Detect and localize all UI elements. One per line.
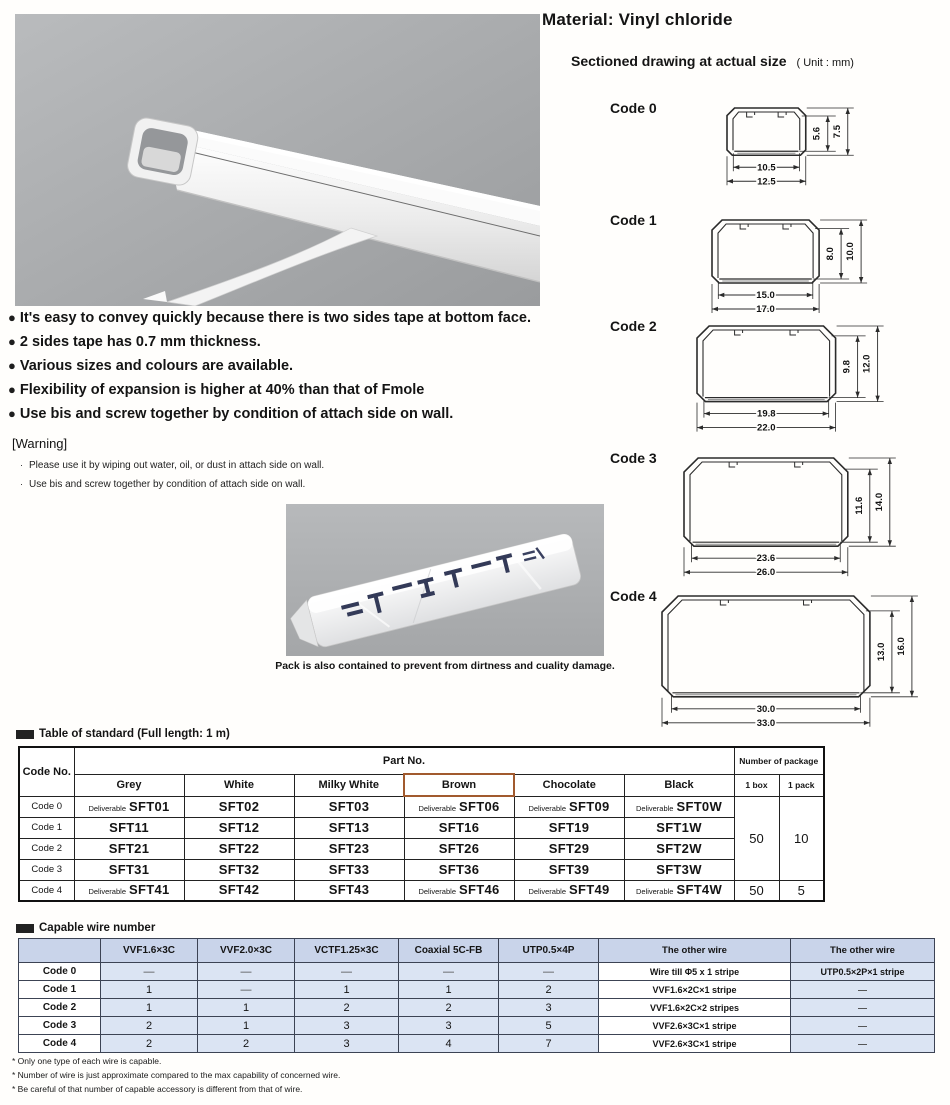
part-cell: [294, 817, 404, 838]
wire-type-header: VVF1.6×3C: [101, 939, 198, 963]
other-wire-cell: Wire till Φ5 x 1 stripe: [599, 963, 791, 981]
part-number: SFT26: [438, 840, 480, 856]
part-cell: [74, 880, 184, 901]
part-cell: [294, 838, 404, 859]
warning-title: [Warning]: [12, 436, 68, 451]
bullet-icon: ●: [8, 310, 16, 325]
wire-type-header: UTP0.5×4P: [499, 939, 599, 963]
color-header-grey: Grey: [74, 774, 184, 796]
table-row: [19, 963, 935, 981]
wire-count-cell: —: [198, 981, 295, 999]
other-wire-cell: VVF1.6×2C×1 stripe: [599, 981, 791, 999]
deliverable-label: Deliverable: [418, 803, 456, 813]
part-cell: [514, 796, 624, 817]
part-cell: [184, 817, 294, 838]
wire-count-cell: 1: [101, 999, 198, 1017]
part-number: SFT41: [129, 882, 170, 898]
wire-count-cell: 1: [295, 981, 399, 999]
other-wire-cell: VVF2.6×3C×1 stripe: [599, 1035, 791, 1053]
color-header-brown: Brown: [404, 774, 514, 796]
package-col-header: 1 pack: [779, 774, 824, 796]
code-label: Code 0: [610, 100, 657, 116]
feature-list: [8, 306, 531, 426]
part-number: SFT21: [108, 840, 150, 856]
part-number: SFT12: [218, 819, 260, 835]
part-cell: [74, 838, 184, 859]
color-header-chocolate: Chocolate: [514, 774, 624, 796]
wire-count-cell: 5: [499, 1017, 599, 1035]
part-cell: [624, 817, 734, 838]
other-wire-cell: UTP0.5×2P×1 stripe: [791, 963, 935, 981]
svg-text:15.0: 15.0: [756, 290, 775, 301]
deliverable-label: Deliverable: [635, 887, 674, 897]
code-label: Code 3: [610, 450, 657, 466]
wire-count-cell: 7: [499, 1035, 599, 1053]
bullet-icon: ●: [8, 382, 16, 397]
svg-text:13.0: 13.0: [875, 642, 887, 662]
wire-type-header: The other wire: [791, 939, 935, 963]
part-cell: [404, 838, 514, 859]
feature-item: [8, 378, 531, 402]
part-cell: [514, 838, 624, 859]
wire-count-cell: 3: [499, 999, 599, 1017]
wire-type-header: Coaxial 5C-FB: [399, 939, 499, 963]
part-cell: [74, 796, 184, 817]
package-count-cell: 5: [779, 880, 824, 901]
part-number: SFT39: [548, 861, 590, 877]
part-number: SFT42: [218, 882, 260, 898]
wire-count-cell: —: [198, 963, 295, 981]
svg-text:8.0: 8.0: [825, 247, 837, 261]
svg-text:33.0: 33.0: [756, 717, 776, 729]
part-cell: [624, 880, 734, 901]
bullet-icon: ●: [8, 358, 16, 373]
footnote: * Be careful of that number of capable accessory is different from that of wire.: [12, 1084, 303, 1094]
table-row: [19, 838, 824, 859]
deliverable-label: Deliverable: [418, 887, 456, 897]
svg-text:10.0: 10.0: [845, 242, 857, 261]
footnotes: [12, 1054, 340, 1096]
wire-count-cell: 2: [499, 981, 599, 999]
material-title: Material: Vinyl chloride: [542, 10, 733, 29]
code-cell: Code 4: [19, 880, 74, 901]
part-number: SFT03: [328, 798, 370, 814]
part-number: SFT22: [218, 840, 260, 856]
unit-label: ( Unit : mm): [796, 57, 854, 69]
feature-item: [8, 402, 531, 426]
table-row: [19, 1017, 935, 1035]
warning-text: Use bis and screw together by condition of attach side on wall.: [29, 479, 306, 490]
wire-count-cell: 3: [295, 1035, 399, 1053]
title-block-icon: [16, 730, 34, 739]
part-cell: [184, 880, 294, 901]
color-header-white: White: [184, 774, 294, 796]
svg-text:12.5: 12.5: [757, 176, 776, 188]
wire-type-header: VVF2.0×3C: [198, 939, 295, 963]
table-row: [19, 796, 824, 817]
package-count-cell: 10: [779, 796, 824, 880]
code-cell: Code 3: [19, 859, 74, 880]
wire-count-cell: 3: [399, 1017, 499, 1035]
other-wire-cell: —: [791, 1035, 935, 1053]
code-cell: Code 1: [19, 981, 101, 999]
code-label: Code 2: [610, 318, 657, 334]
part-number: SFT49: [569, 882, 610, 898]
deliverable-label: Deliverable: [88, 887, 126, 897]
warning-text: Please use it by wiping out water, oil, or dust in attach side on wall.: [29, 460, 325, 471]
part-number: SFT1W: [656, 819, 702, 835]
code-no-header: Code No.: [19, 747, 74, 796]
wire-count-cell: 2: [399, 999, 499, 1017]
wire-count-cell: —: [499, 963, 599, 981]
feature-item: [8, 330, 531, 354]
feature-item: [8, 306, 531, 330]
wire-count-cell: 2: [101, 1035, 198, 1053]
table-row: [19, 1035, 935, 1053]
bullet-icon: ●: [8, 334, 16, 349]
part-cell: [404, 859, 514, 880]
part-number: SFT2W: [656, 840, 702, 856]
wire-table-title: [16, 922, 155, 934]
part-number: SFT3W: [656, 861, 702, 877]
title-block-icon: [16, 924, 34, 933]
table-row: [19, 880, 824, 901]
package-count-cell: 50: [734, 796, 779, 880]
section-heading: [571, 53, 854, 69]
pack-caption: Pack is also contained to prevent from dirtness and cuality damage.: [275, 660, 615, 672]
part-number: SFT01: [129, 798, 170, 814]
part-cell: [74, 817, 184, 838]
wire-type-header: VCTF1.25×3C: [295, 939, 399, 963]
svg-text:9.8: 9.8: [841, 360, 853, 374]
table-row: [19, 981, 935, 999]
standard-table-title-text: Table of standard (Full length: 1 m): [39, 728, 230, 740]
part-cell: [404, 817, 514, 838]
duct-end-cap: [126, 116, 200, 187]
footnote: * Only one type of each wire is capable.: [12, 1056, 162, 1066]
svg-text:30.0: 30.0: [756, 703, 776, 715]
bullet-icon: ●: [8, 406, 16, 421]
wire-count-cell: —: [295, 963, 399, 981]
other-wire-cell: —: [791, 1017, 935, 1035]
section-drawing-code-0: [724, 104, 862, 192]
feature-text: Various sizes and colours are available.: [19, 358, 294, 374]
feature-text: 2 sides tape has 0.7 mm thickness.: [19, 334, 261, 350]
wire-table: [18, 938, 935, 1053]
section-title: Sectioned drawing at actual size: [571, 53, 787, 69]
part-number: SFT0W: [676, 798, 723, 814]
section-drawing-code-3: [681, 454, 904, 583]
part-cell: [184, 796, 294, 817]
table-row: [19, 817, 824, 838]
part-number: SFT43: [328, 882, 370, 898]
wire-count-cell: 1: [399, 981, 499, 999]
part-number: SFT36: [438, 861, 480, 877]
feature-text: Use bis and screw together by condition of attach side on wall.: [19, 406, 454, 422]
part-number: SFT29: [548, 840, 590, 856]
svg-text:7.5: 7.5: [831, 125, 843, 139]
wire-count-cell: —: [399, 963, 499, 981]
section-drawing-code-1: [709, 216, 876, 319]
part-number: SFT4W: [676, 882, 723, 898]
wire-count-cell: —: [101, 963, 198, 981]
svg-text:10.5: 10.5: [757, 162, 776, 174]
deliverable-label: Deliverable: [528, 803, 566, 813]
section-drawing-code-2: [694, 322, 892, 438]
wire-count-cell: 2: [295, 999, 399, 1017]
svg-text:19.8: 19.8: [757, 408, 776, 420]
part-no-header: Part No.: [74, 747, 734, 774]
svg-text:26.0: 26.0: [756, 567, 776, 579]
part-cell: [514, 859, 624, 880]
wire-count-cell: 2: [198, 1035, 295, 1053]
part-number: SFT02: [218, 798, 260, 814]
other-wire-cell: —: [791, 999, 935, 1017]
svg-text:23.6: 23.6: [756, 553, 776, 565]
svg-text:12.0: 12.0: [861, 354, 873, 374]
table-row: [19, 859, 824, 880]
package-count-cell: 50: [734, 880, 779, 901]
part-number: SFT06: [459, 798, 500, 814]
section-drawing-code-4: [659, 592, 926, 733]
standard-table-title: [16, 728, 230, 740]
blank-header: [19, 939, 101, 963]
part-number: SFT09: [569, 798, 610, 814]
warning-item: [20, 475, 324, 494]
wire-count-cell: 1: [101, 981, 198, 999]
part-cell: [294, 796, 404, 817]
part-cell: [624, 859, 734, 880]
standard-table: [18, 746, 825, 902]
package-col-header: 1 box: [734, 774, 779, 796]
package-group-header: Number of package: [734, 747, 824, 774]
part-number: SFT33: [328, 861, 370, 877]
code-cell: Code 3: [19, 1017, 101, 1035]
svg-text:17.0: 17.0: [756, 304, 775, 315]
wire-count-cell: 3: [295, 1017, 399, 1035]
color-header-black: Black: [624, 774, 734, 796]
deliverable-label: Deliverable: [635, 803, 674, 813]
code-cell: Code 2: [19, 999, 101, 1017]
svg-text:14.0: 14.0: [873, 492, 885, 512]
other-wire-cell: VVF1.6×2C×2 stripes: [599, 999, 791, 1017]
feature-text: Flexibility of expansion is higher at 40% than that of Fmole: [19, 382, 425, 398]
code-cell: Code 2: [19, 838, 74, 859]
part-cell: [184, 838, 294, 859]
pack-photo: [286, 504, 604, 656]
color-header-milky-white: Milky White: [294, 774, 404, 796]
footnote: * Number of wire is just approximate compared to the max capability of concerned wire.: [12, 1070, 341, 1080]
svg-text:11.6: 11.6: [853, 496, 865, 515]
part-cell: [624, 796, 734, 817]
other-wire-cell: VVF2.6×3C×1 stripe: [599, 1017, 791, 1035]
code-cell: Code 0: [19, 963, 101, 981]
part-cell: [74, 859, 184, 880]
wire-table-title-text: Capable wire number: [39, 922, 156, 934]
part-number: SFT13: [328, 819, 370, 835]
svg-text:16.0: 16.0: [895, 637, 907, 656]
part-cell: [514, 817, 624, 838]
wire-count-cell: 4: [399, 1035, 499, 1053]
wire-count-cell: 1: [198, 999, 295, 1017]
part-cell: [624, 838, 734, 859]
deliverable-label: Deliverable: [528, 887, 566, 897]
part-cell: [184, 859, 294, 880]
warning-bullet-icon: ·: [20, 460, 23, 470]
deliverable-label: Deliverable: [88, 803, 126, 813]
code-cell: Code 1: [19, 817, 74, 838]
table-row: [19, 999, 935, 1017]
part-number: SFT32: [218, 861, 260, 877]
code-cell: Code 0: [19, 796, 74, 817]
feature-text: It's easy to convey quickly because there is two sides tape at bottom face.: [19, 310, 531, 326]
part-number: SFT16: [438, 819, 480, 835]
svg-text:5.6: 5.6: [811, 127, 823, 141]
wire-count-cell: 2: [101, 1017, 198, 1035]
part-number: SFT19: [548, 819, 590, 835]
part-number: SFT23: [328, 840, 370, 856]
warning-bullet-icon: ·: [20, 479, 23, 489]
other-wire-cell: —: [791, 981, 935, 999]
warning-item: [20, 456, 324, 475]
warning-list: [20, 456, 324, 494]
code-label: Code 1: [610, 212, 657, 228]
part-cell: [514, 880, 624, 901]
code-cell: Code 4: [19, 1035, 101, 1053]
part-number: SFT11: [109, 819, 149, 835]
product-photo: [15, 14, 540, 306]
part-cell: [404, 880, 514, 901]
svg-text:22.0: 22.0: [757, 422, 776, 434]
part-number: SFT31: [108, 861, 150, 877]
wire-type-header: The other wire: [599, 939, 791, 963]
part-number: SFT46: [459, 882, 500, 898]
part-cell: [294, 880, 404, 901]
code-label: Code 4: [610, 588, 657, 604]
part-cell: [294, 859, 404, 880]
wire-count-cell: 1: [198, 1017, 295, 1035]
part-cell: [404, 796, 514, 817]
feature-item: [8, 354, 531, 378]
